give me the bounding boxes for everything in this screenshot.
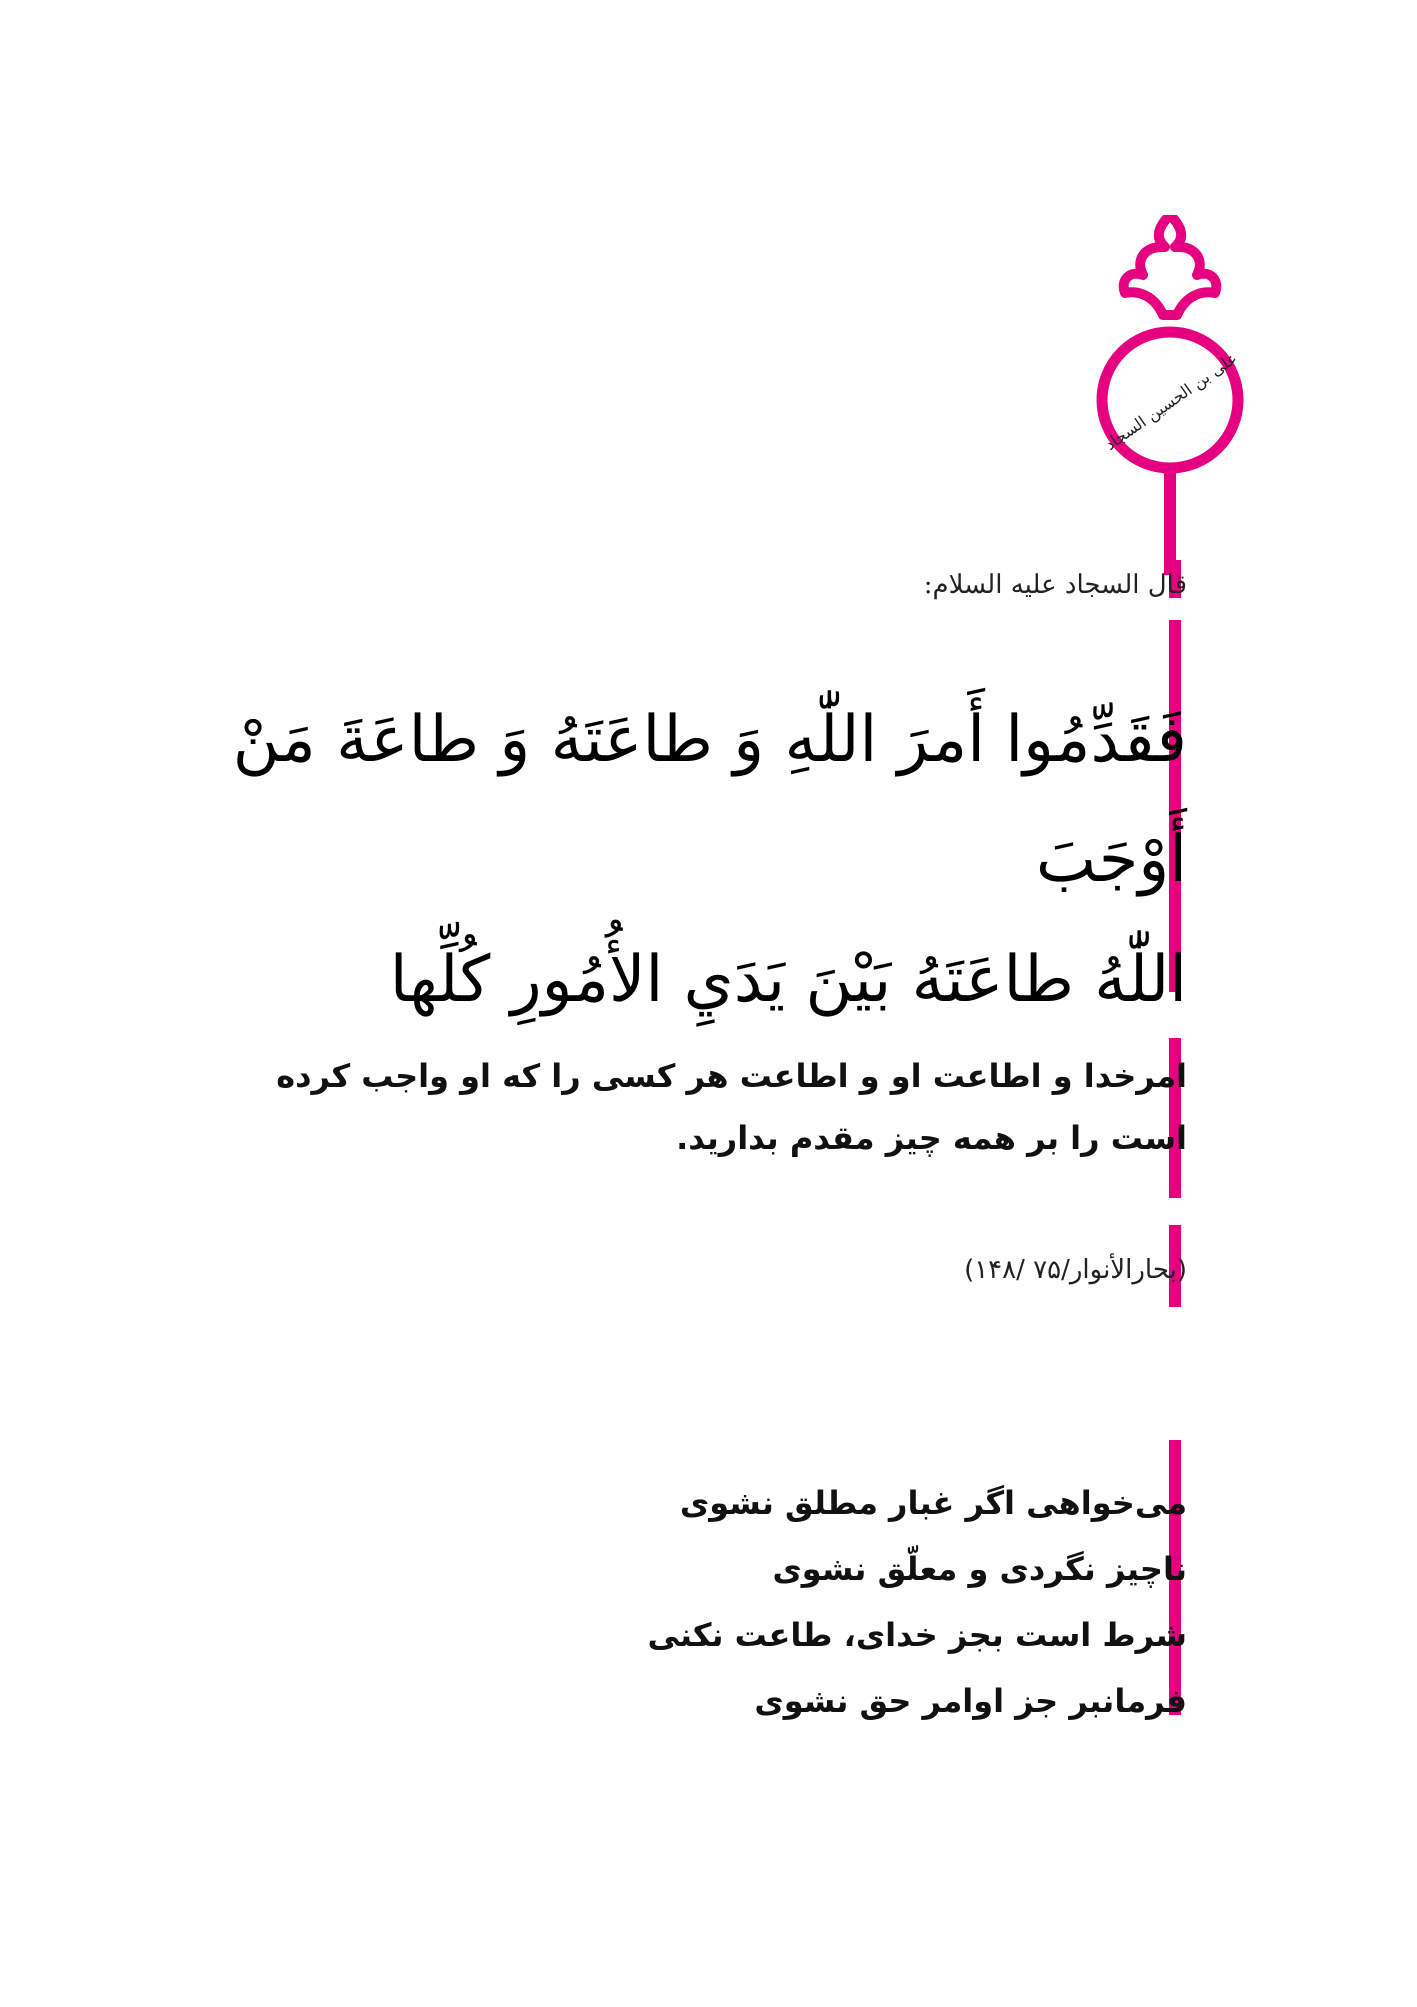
arabic-quote-line: فَقَدِّمُوا أَمرَ اللّٰهِ وَ طاعَتَهُ وَ طاعَةَ مَنْ أَوْجَبَ xyxy=(232,703,1187,897)
emblem-stem xyxy=(1164,467,1176,575)
poem xyxy=(647,1470,1187,1734)
persian-translation xyxy=(187,1045,1187,1169)
poem-line: ناچیز نگردی و معلّق نشوی xyxy=(772,1550,1187,1588)
poem-line: می‌خواهی اگر غبار مطلق نشوی xyxy=(679,1484,1187,1522)
source-citation: (بحارالأنوار/۷۵ /۱۴۸) xyxy=(964,1255,1187,1285)
poem-line: شرط است بجز خدای، طاعت نکنی xyxy=(647,1616,1187,1654)
translation-line: امرخدا و اطاعت او و اطاعت هر کسی را که او واجب کرده xyxy=(276,1057,1187,1095)
translation-line: است را بر همه چیز مقدم بدارید. xyxy=(676,1119,1187,1157)
arabic-quote-line: اللّٰهُ طاعَتَهُ بَيْنَ يَدَيِ الأُمُورِ كُلِّها xyxy=(389,943,1187,1017)
poem-line: فرمانبر جز اوامر حق نشوی xyxy=(754,1682,1187,1720)
dome-ornament-icon xyxy=(1124,215,1217,315)
medallion-calligraphy: علی بن الحسین السجاد xyxy=(1101,348,1241,455)
calligraphy-emblem xyxy=(1095,215,1245,575)
speaker-label: قال السجاد علیه السلام: xyxy=(923,570,1187,600)
arabic-quote xyxy=(87,680,1187,1040)
